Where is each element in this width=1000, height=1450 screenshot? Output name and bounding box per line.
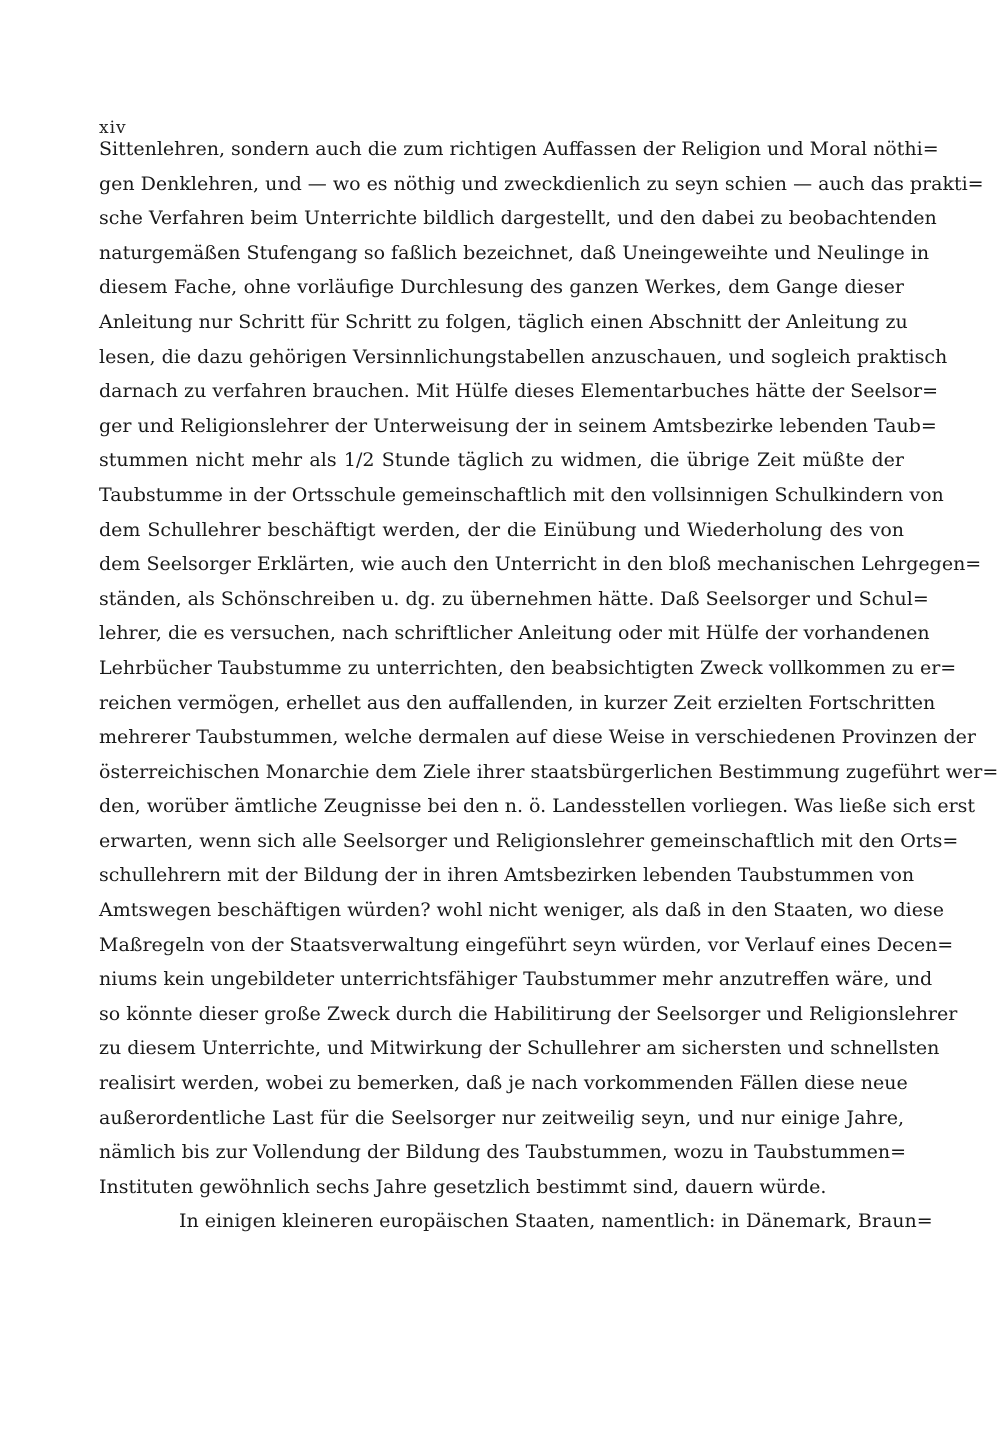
text-line: gen Denklehren, und — wo es nöthig und zweckdienlich zu seyn schien — auch das prakti=: [99, 172, 984, 195]
text-line: Anleitung nur Schritt für Schritt zu folgen, täglich einen Abschnitt der Anleitung zu: [99, 310, 908, 333]
text-line: diesem Fache, ohne vorläufige Durchlesung des ganzen Werkes, dem Gange dieser: [99, 276, 904, 299]
page-number: xiv: [99, 118, 127, 138]
body-text: [99, 132, 999, 1239]
text-line: lehrer, die es versuchen, nach schriftlicher Anleitung oder mit Hülfe der vorhandenen: [99, 622, 930, 645]
text-line: dem Seelsorger Erklärten, wie auch den Unterricht in den bloß mechanischen Lehrgegen=: [99, 553, 982, 576]
text-line: erwarten, wenn sich alle Seelsorger und Religionslehrer gemeinschaftlich mit den Orts=: [99, 829, 959, 852]
text-line: Lehrbücher Taubstumme zu unterrichten, den beabsichtigten Zweck vollkommen zu er=: [99, 656, 957, 679]
text-line: schullehrern mit der Bildung der in ihren Amtsbezirken lebenden Taubstummen von: [99, 864, 915, 887]
text-line: darnach zu verfahren brauchen. Mit Hülfe dieses Elementarbuches hätte der Seelsor=: [99, 380, 938, 403]
text-line: Amtswegen beschäftigen würden? wohl nicht weniger, als daß in den Staaten, wo diese: [99, 899, 944, 922]
text-line: sche Verfahren beim Unterrichte bildlich dargestellt, und den dabei zu beobachtenden: [99, 207, 937, 230]
text-line: reichen vermögen, erhellet aus den auffallenden, in kurzer Zeit erzielten Fortschritten: [99, 691, 936, 714]
text-line: so könnte dieser große Zweck durch die Habilitirung der Seelsorger und Religionslehrer: [99, 1002, 958, 1025]
text-line: ger und Religionslehrer der Unterweisung der in seinem Amtsbezirke lebenden Taub=: [99, 414, 937, 437]
text-line: realisirt werden, wobei zu bemerken, daß je nach vorkommenden Fällen diese neue: [99, 1072, 908, 1095]
paragraph-start-line: In einigen kleineren europäischen Staaten, namentlich: in Dänemark, Braun=: [179, 1210, 933, 1233]
text-line: dem Schullehrer beschäftigt werden, der die Einübung und Wiederholung des von: [99, 518, 904, 541]
text-line: nämlich bis zur Vollendung der Bildung des Taubstummen, wozu in Taubstummen=: [99, 1141, 907, 1164]
text-line: den, worüber ämtliche Zeugnisse bei den n. ö. Landesstellen vorliegen. Was ließe sich erst: [99, 795, 976, 818]
text-line: österreichischen Monarchie dem Ziele ihrer staatsbürgerlichen Bestimmung zugeführt wer=: [99, 760, 999, 783]
text-line: außerordentliche Last für die Seelsorger nur zeitweilig seyn, und nur einige Jahre,: [99, 1106, 904, 1129]
text-line: naturgemäßen Stufengang so faßlich bezeichnet, daß Uneingeweihte und Neulinge in: [99, 241, 930, 264]
text-line: stummen nicht mehr als 1/2 Stunde täglich zu widmen, die übrige Zeit müßte der: [99, 449, 904, 472]
text-line: niums kein ungebildeter unterrichtsfähiger Taubstummer mehr anzutreffen wäre, und: [99, 968, 933, 991]
text-line: mehrerer Taubstummen, welche dermalen auf diese Weise in verschiedenen Provinzen der: [99, 726, 976, 749]
text-line: zu diesem Unterrichte, und Mitwirkung der Schullehrer am sichersten und schnellsten: [99, 1037, 940, 1060]
text-line: Taubstumme in der Ortsschule gemeinschaftlich mit den vollsinnigen Schulkindern von: [99, 483, 944, 506]
text-line: ständen, als Schönschreiben u. dg. zu übernehmen hätte. Daß Seelsorger und Schul=: [99, 587, 929, 610]
text-line: Maßregeln von der Staatsverwaltung eingeführt seyn würden, vor Verlauf eines Decen=: [99, 933, 954, 956]
text-line: Instituten gewöhnlich sechs Jahre gesetzlich bestimmt sind, dauern würde.: [99, 1175, 827, 1198]
text-line: lesen, die dazu gehörigen Versinnlichungstabellen anzuschauen, und sogleich praktisch: [99, 345, 948, 368]
text-line: Sittenlehren, sondern auch die zum richtigen Auffassen der Religion und Moral nöthi=: [99, 138, 939, 160]
